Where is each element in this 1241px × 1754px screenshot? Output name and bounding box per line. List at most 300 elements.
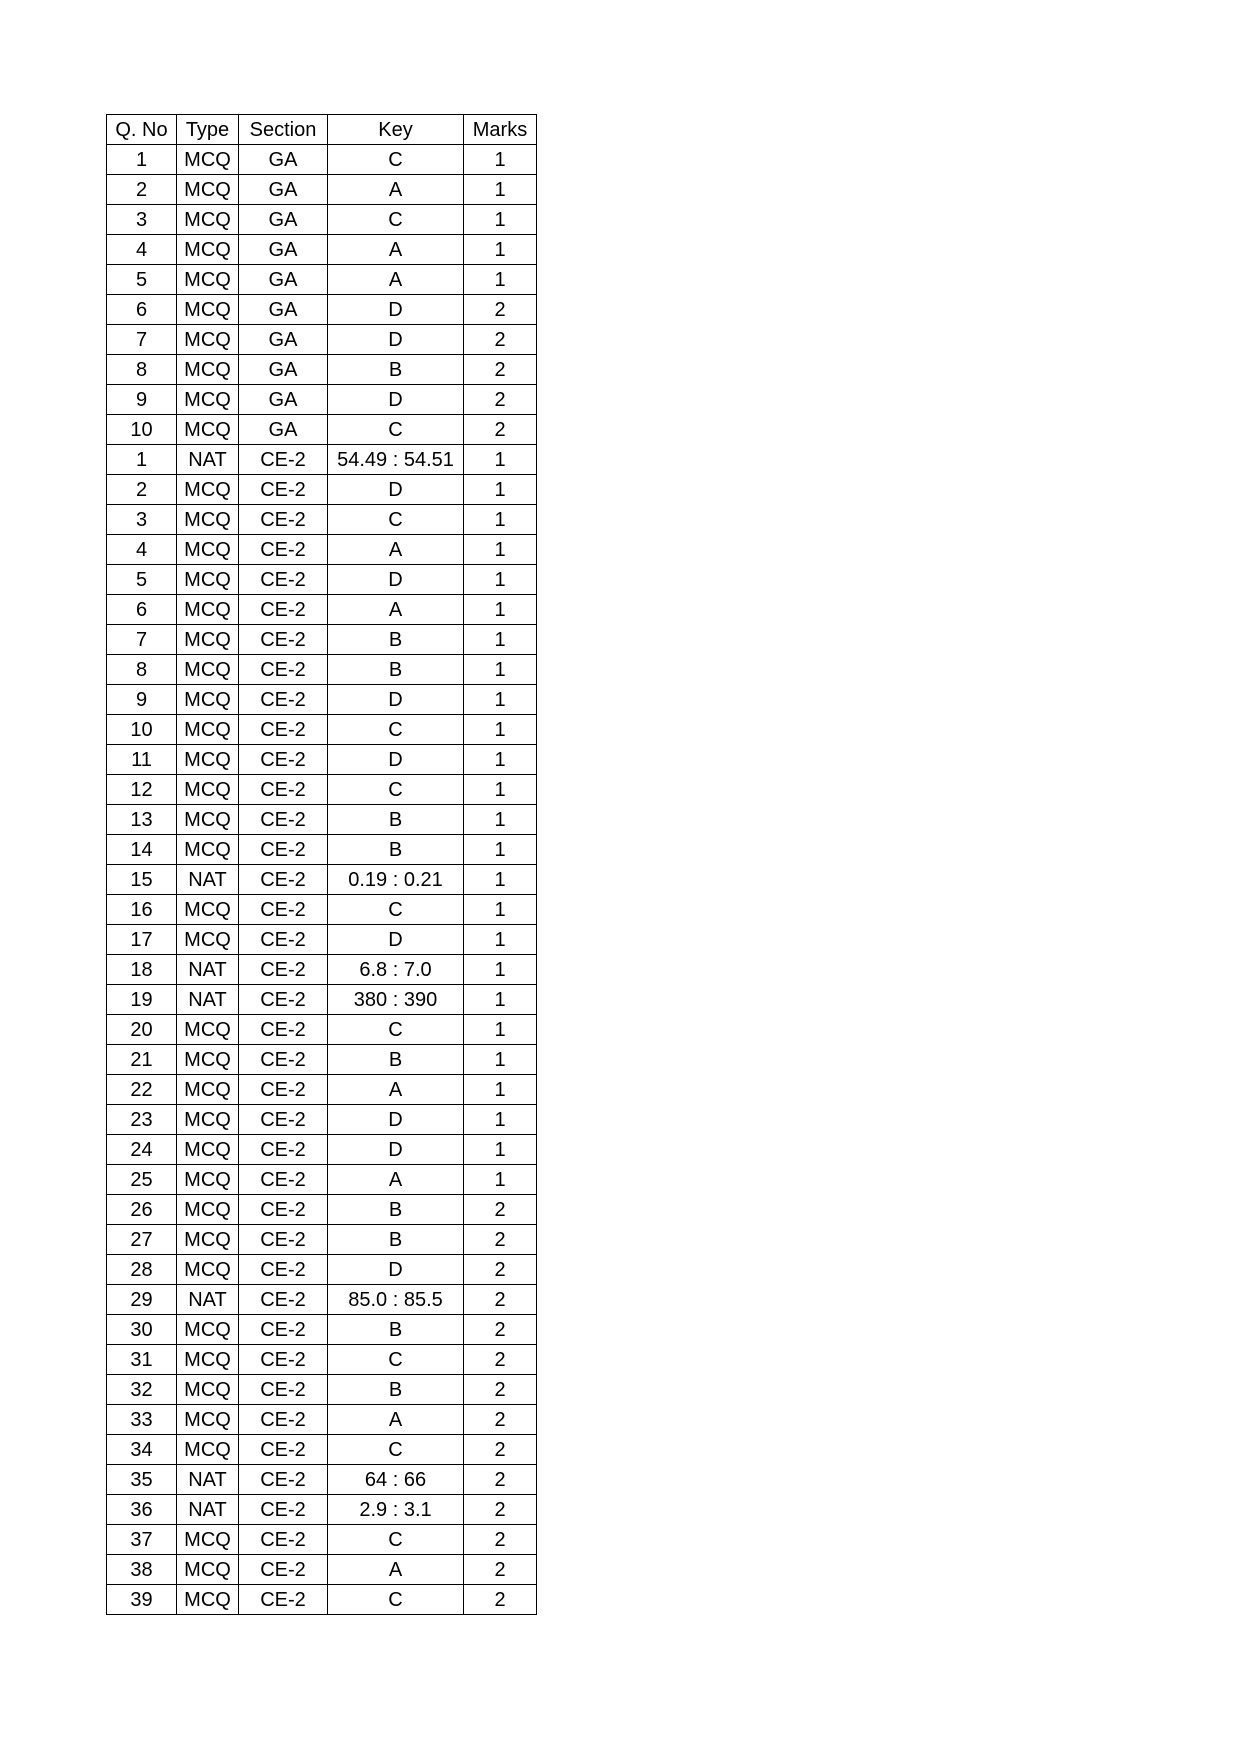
section-cell: GA <box>239 325 328 355</box>
type-cell: MCQ <box>177 1135 239 1165</box>
section-cell: CE-2 <box>239 1105 328 1135</box>
marks-cell: 2 <box>464 1285 537 1315</box>
key-cell: A <box>328 1555 464 1585</box>
key-cell: A <box>328 175 464 205</box>
qno-cell: 4 <box>107 535 177 565</box>
type-cell: MCQ <box>177 1315 239 1345</box>
section-cell: CE-2 <box>239 1195 328 1225</box>
qno-cell: 16 <box>107 895 177 925</box>
qno-cell: 23 <box>107 1105 177 1135</box>
marks-cell: 2 <box>464 385 537 415</box>
qno-cell: 2 <box>107 175 177 205</box>
table-row <box>107 175 537 205</box>
table-row <box>107 475 537 505</box>
section-cell: CE-2 <box>239 1495 328 1525</box>
qno-cell: 8 <box>107 355 177 385</box>
table-row <box>107 895 537 925</box>
section-cell: CE-2 <box>239 955 328 985</box>
type-cell: MCQ <box>177 715 239 745</box>
marks-cell: 2 <box>464 1555 537 1585</box>
table-row <box>107 205 537 235</box>
key-cell: B <box>328 1195 464 1225</box>
marks-cell: 2 <box>464 295 537 325</box>
key-cell: C <box>328 715 464 745</box>
marks-cell: 1 <box>464 655 537 685</box>
qno-cell: 3 <box>107 505 177 535</box>
table-row <box>107 325 537 355</box>
type-cell: MCQ <box>177 355 239 385</box>
marks-cell: 1 <box>464 685 537 715</box>
qno-cell: 12 <box>107 775 177 805</box>
table-row <box>107 1045 537 1075</box>
header-marks: Marks <box>464 115 537 145</box>
type-cell: MCQ <box>177 835 239 865</box>
marks-cell: 1 <box>464 145 537 175</box>
table-row <box>107 925 537 955</box>
qno-cell: 21 <box>107 1045 177 1075</box>
type-cell: MCQ <box>177 385 239 415</box>
section-cell: CE-2 <box>239 1255 328 1285</box>
qno-cell: 28 <box>107 1255 177 1285</box>
qno-cell: 32 <box>107 1375 177 1405</box>
key-cell: 2.9 : 3.1 <box>328 1495 464 1525</box>
section-cell: CE-2 <box>239 1045 328 1075</box>
table-body <box>107 145 537 1615</box>
qno-cell: 13 <box>107 805 177 835</box>
section-cell: CE-2 <box>239 475 328 505</box>
key-cell: D <box>328 565 464 595</box>
marks-cell: 2 <box>464 1345 537 1375</box>
table-row <box>107 625 537 655</box>
key-cell: A <box>328 1405 464 1435</box>
table-row <box>107 1135 537 1165</box>
table-row <box>107 595 537 625</box>
marks-cell: 2 <box>464 1375 537 1405</box>
table-row <box>107 385 537 415</box>
table-row <box>107 805 537 835</box>
table-row <box>107 565 537 595</box>
marks-cell: 2 <box>464 1225 537 1255</box>
type-cell: MCQ <box>177 1585 239 1615</box>
table-row <box>107 265 537 295</box>
table-row <box>107 505 537 535</box>
qno-cell: 15 <box>107 865 177 895</box>
key-cell: B <box>328 805 464 835</box>
key-cell: C <box>328 895 464 925</box>
section-cell: CE-2 <box>239 1585 328 1615</box>
marks-cell: 1 <box>464 445 537 475</box>
section-cell: CE-2 <box>239 1345 328 1375</box>
key-cell: B <box>328 1315 464 1345</box>
section-cell: CE-2 <box>239 1465 328 1495</box>
header-row <box>107 115 537 145</box>
section-cell: CE-2 <box>239 895 328 925</box>
key-cell: C <box>328 1525 464 1555</box>
key-cell: 6.8 : 7.0 <box>328 955 464 985</box>
type-cell: MCQ <box>177 745 239 775</box>
type-cell: MCQ <box>177 655 239 685</box>
section-cell: CE-2 <box>239 445 328 475</box>
key-cell: C <box>328 205 464 235</box>
type-cell: MCQ <box>177 1525 239 1555</box>
type-cell: MCQ <box>177 1225 239 1255</box>
key-cell: D <box>328 1105 464 1135</box>
table-row <box>107 235 537 265</box>
marks-cell: 1 <box>464 1075 537 1105</box>
qno-cell: 10 <box>107 715 177 745</box>
qno-cell: 18 <box>107 955 177 985</box>
key-cell: D <box>328 685 464 715</box>
section-cell: CE-2 <box>239 715 328 745</box>
section-cell: GA <box>239 235 328 265</box>
key-cell: D <box>328 1135 464 1165</box>
key-cell: C <box>328 1435 464 1465</box>
key-cell: 64 : 66 <box>328 1465 464 1495</box>
type-cell: MCQ <box>177 295 239 325</box>
section-cell: CE-2 <box>239 535 328 565</box>
marks-cell: 1 <box>464 715 537 745</box>
section-cell: GA <box>239 205 328 235</box>
qno-cell: 37 <box>107 1525 177 1555</box>
qno-cell: 22 <box>107 1075 177 1105</box>
section-cell: GA <box>239 265 328 295</box>
marks-cell: 2 <box>464 1195 537 1225</box>
key-cell: B <box>328 1375 464 1405</box>
marks-cell: 2 <box>464 1405 537 1435</box>
table-row <box>107 1435 537 1465</box>
key-cell: B <box>328 1225 464 1255</box>
type-cell: MCQ <box>177 415 239 445</box>
qno-cell: 1 <box>107 145 177 175</box>
section-cell: CE-2 <box>239 685 328 715</box>
marks-cell: 2 <box>464 1585 537 1615</box>
qno-cell: 19 <box>107 985 177 1015</box>
table-row <box>107 715 537 745</box>
qno-cell: 26 <box>107 1195 177 1225</box>
marks-cell: 2 <box>464 1315 537 1345</box>
marks-cell: 1 <box>464 775 537 805</box>
qno-cell: 39 <box>107 1585 177 1615</box>
qno-cell: 2 <box>107 475 177 505</box>
type-cell: MCQ <box>177 1375 239 1405</box>
key-cell: B <box>328 835 464 865</box>
type-cell: MCQ <box>177 1435 239 1465</box>
key-cell: A <box>328 1075 464 1105</box>
table-row <box>107 1315 537 1345</box>
qno-cell: 11 <box>107 745 177 775</box>
header-section: Section <box>239 115 328 145</box>
table-row <box>107 295 537 325</box>
marks-cell: 1 <box>464 835 537 865</box>
marks-cell: 2 <box>464 1435 537 1465</box>
marks-cell: 1 <box>464 265 537 295</box>
table-row <box>107 745 537 775</box>
table-row <box>107 1465 537 1495</box>
marks-cell: 1 <box>464 595 537 625</box>
type-cell: MCQ <box>177 1105 239 1135</box>
type-cell: MCQ <box>177 685 239 715</box>
type-cell: NAT <box>177 985 239 1015</box>
type-cell: MCQ <box>177 1045 239 1075</box>
qno-cell: 27 <box>107 1225 177 1255</box>
key-cell: D <box>328 295 464 325</box>
table-row <box>107 1105 537 1135</box>
qno-cell: 7 <box>107 625 177 655</box>
section-cell: CE-2 <box>239 1165 328 1195</box>
key-cell: D <box>328 925 464 955</box>
section-cell: GA <box>239 385 328 415</box>
key-cell: C <box>328 775 464 805</box>
section-cell: CE-2 <box>239 925 328 955</box>
marks-cell: 1 <box>464 535 537 565</box>
section-cell: CE-2 <box>239 1225 328 1255</box>
qno-cell: 4 <box>107 235 177 265</box>
marks-cell: 1 <box>464 565 537 595</box>
key-cell: 54.49 : 54.51 <box>328 445 464 475</box>
qno-cell: 35 <box>107 1465 177 1495</box>
qno-cell: 36 <box>107 1495 177 1525</box>
type-cell: MCQ <box>177 1165 239 1195</box>
key-cell: B <box>328 355 464 385</box>
type-cell: MCQ <box>177 625 239 655</box>
section-cell: CE-2 <box>239 775 328 805</box>
section-cell: CE-2 <box>239 1555 328 1585</box>
qno-cell: 9 <box>107 685 177 715</box>
marks-cell: 1 <box>464 865 537 895</box>
table-row <box>107 1225 537 1255</box>
table-row <box>107 985 537 1015</box>
type-cell: NAT <box>177 1465 239 1495</box>
type-cell: MCQ <box>177 505 239 535</box>
key-cell: C <box>328 1585 464 1615</box>
section-cell: CE-2 <box>239 1075 328 1105</box>
key-cell: B <box>328 655 464 685</box>
qno-cell: 5 <box>107 265 177 295</box>
table-row <box>107 415 537 445</box>
table-row <box>107 445 537 475</box>
type-cell: MCQ <box>177 595 239 625</box>
table-row <box>107 775 537 805</box>
type-cell: MCQ <box>177 145 239 175</box>
key-cell: A <box>328 1165 464 1195</box>
marks-cell: 2 <box>464 415 537 445</box>
marks-cell: 1 <box>464 205 537 235</box>
type-cell: MCQ <box>177 1075 239 1105</box>
qno-cell: 6 <box>107 595 177 625</box>
qno-cell: 17 <box>107 925 177 955</box>
qno-cell: 8 <box>107 655 177 685</box>
marks-cell: 1 <box>464 235 537 265</box>
marks-cell: 1 <box>464 1165 537 1195</box>
key-cell: 0.19 : 0.21 <box>328 865 464 895</box>
section-cell: CE-2 <box>239 1015 328 1045</box>
key-cell: C <box>328 1345 464 1375</box>
answer-key-table <box>106 114 537 1615</box>
section-cell: CE-2 <box>239 865 328 895</box>
type-cell: NAT <box>177 955 239 985</box>
type-cell: MCQ <box>177 535 239 565</box>
type-cell: MCQ <box>177 565 239 595</box>
type-cell: MCQ <box>177 175 239 205</box>
table-row <box>107 1285 537 1315</box>
key-cell: D <box>328 325 464 355</box>
marks-cell: 1 <box>464 175 537 205</box>
key-cell: B <box>328 625 464 655</box>
type-cell: MCQ <box>177 475 239 505</box>
qno-cell: 14 <box>107 835 177 865</box>
key-cell: 380 : 390 <box>328 985 464 1015</box>
type-cell: MCQ <box>177 325 239 355</box>
marks-cell: 1 <box>464 475 537 505</box>
key-cell: C <box>328 505 464 535</box>
table-row <box>107 1585 537 1615</box>
key-cell: C <box>328 1015 464 1045</box>
section-cell: GA <box>239 415 328 445</box>
section-cell: CE-2 <box>239 1315 328 1345</box>
table-row <box>107 835 537 865</box>
header-qno: Q. No <box>107 115 177 145</box>
marks-cell: 1 <box>464 1045 537 1075</box>
type-cell: MCQ <box>177 235 239 265</box>
key-cell: A <box>328 235 464 265</box>
table-row <box>107 655 537 685</box>
type-cell: MCQ <box>177 1195 239 1225</box>
table-row <box>107 535 537 565</box>
section-cell: GA <box>239 145 328 175</box>
type-cell: MCQ <box>177 1555 239 1585</box>
marks-cell: 2 <box>464 355 537 385</box>
section-cell: GA <box>239 355 328 385</box>
section-cell: CE-2 <box>239 1135 328 1165</box>
marks-cell: 2 <box>464 1495 537 1525</box>
section-cell: GA <box>239 175 328 205</box>
type-cell: MCQ <box>177 205 239 235</box>
table-row <box>107 1405 537 1435</box>
marks-cell: 1 <box>464 625 537 655</box>
qno-cell: 1 <box>107 445 177 475</box>
type-cell: NAT <box>177 445 239 475</box>
section-cell: CE-2 <box>239 595 328 625</box>
type-cell: NAT <box>177 1285 239 1315</box>
key-cell: D <box>328 385 464 415</box>
table-header <box>107 115 537 145</box>
table-row <box>107 1255 537 1285</box>
marks-cell: 2 <box>464 325 537 355</box>
section-cell: CE-2 <box>239 565 328 595</box>
table-row <box>107 1165 537 1195</box>
qno-cell: 24 <box>107 1135 177 1165</box>
table-row <box>107 1345 537 1375</box>
type-cell: MCQ <box>177 775 239 805</box>
section-cell: GA <box>239 295 328 325</box>
qno-cell: 31 <box>107 1345 177 1375</box>
section-cell: CE-2 <box>239 1405 328 1435</box>
section-cell: CE-2 <box>239 625 328 655</box>
type-cell: NAT <box>177 865 239 895</box>
marks-cell: 1 <box>464 805 537 835</box>
section-cell: CE-2 <box>239 745 328 775</box>
table-row <box>107 355 537 385</box>
section-cell: CE-2 <box>239 655 328 685</box>
table-row <box>107 1015 537 1045</box>
qno-cell: 5 <box>107 565 177 595</box>
qno-cell: 29 <box>107 1285 177 1315</box>
type-cell: MCQ <box>177 1255 239 1285</box>
table-row <box>107 685 537 715</box>
type-cell: MCQ <box>177 1405 239 1435</box>
type-cell: MCQ <box>177 265 239 295</box>
type-cell: MCQ <box>177 805 239 835</box>
key-cell: D <box>328 1255 464 1285</box>
key-cell: D <box>328 475 464 505</box>
marks-cell: 1 <box>464 745 537 775</box>
qno-cell: 3 <box>107 205 177 235</box>
key-cell: 85.0 : 85.5 <box>328 1285 464 1315</box>
qno-cell: 30 <box>107 1315 177 1345</box>
marks-cell: 1 <box>464 1105 537 1135</box>
header-key: Key <box>328 115 464 145</box>
type-cell: MCQ <box>177 925 239 955</box>
marks-cell: 2 <box>464 1255 537 1285</box>
marks-cell: 1 <box>464 955 537 985</box>
table-row <box>107 865 537 895</box>
table-row <box>107 1195 537 1225</box>
type-cell: MCQ <box>177 1345 239 1375</box>
qno-cell: 34 <box>107 1435 177 1465</box>
table-row <box>107 1525 537 1555</box>
marks-cell: 2 <box>464 1465 537 1495</box>
marks-cell: 1 <box>464 925 537 955</box>
type-cell: MCQ <box>177 895 239 925</box>
key-cell: C <box>328 145 464 175</box>
table-row <box>107 1075 537 1105</box>
key-cell: A <box>328 595 464 625</box>
qno-cell: 7 <box>107 325 177 355</box>
section-cell: CE-2 <box>239 1285 328 1315</box>
table-row <box>107 145 537 175</box>
key-cell: A <box>328 535 464 565</box>
table-row <box>107 955 537 985</box>
marks-cell: 1 <box>464 505 537 535</box>
qno-cell: 10 <box>107 415 177 445</box>
marks-cell: 2 <box>464 1525 537 1555</box>
key-cell: A <box>328 265 464 295</box>
section-cell: CE-2 <box>239 1525 328 1555</box>
table-row <box>107 1375 537 1405</box>
marks-cell: 1 <box>464 1135 537 1165</box>
qno-cell: 25 <box>107 1165 177 1195</box>
qno-cell: 33 <box>107 1405 177 1435</box>
section-cell: CE-2 <box>239 1375 328 1405</box>
key-cell: C <box>328 415 464 445</box>
section-cell: CE-2 <box>239 835 328 865</box>
marks-cell: 1 <box>464 985 537 1015</box>
marks-cell: 1 <box>464 1015 537 1045</box>
qno-cell: 9 <box>107 385 177 415</box>
marks-cell: 1 <box>464 895 537 925</box>
table-row <box>107 1495 537 1525</box>
table-row <box>107 1555 537 1585</box>
qno-cell: 20 <box>107 1015 177 1045</box>
header-type: Type <box>177 115 239 145</box>
qno-cell: 38 <box>107 1555 177 1585</box>
section-cell: CE-2 <box>239 505 328 535</box>
type-cell: MCQ <box>177 1015 239 1045</box>
section-cell: CE-2 <box>239 985 328 1015</box>
section-cell: CE-2 <box>239 805 328 835</box>
section-cell: CE-2 <box>239 1435 328 1465</box>
qno-cell: 6 <box>107 295 177 325</box>
